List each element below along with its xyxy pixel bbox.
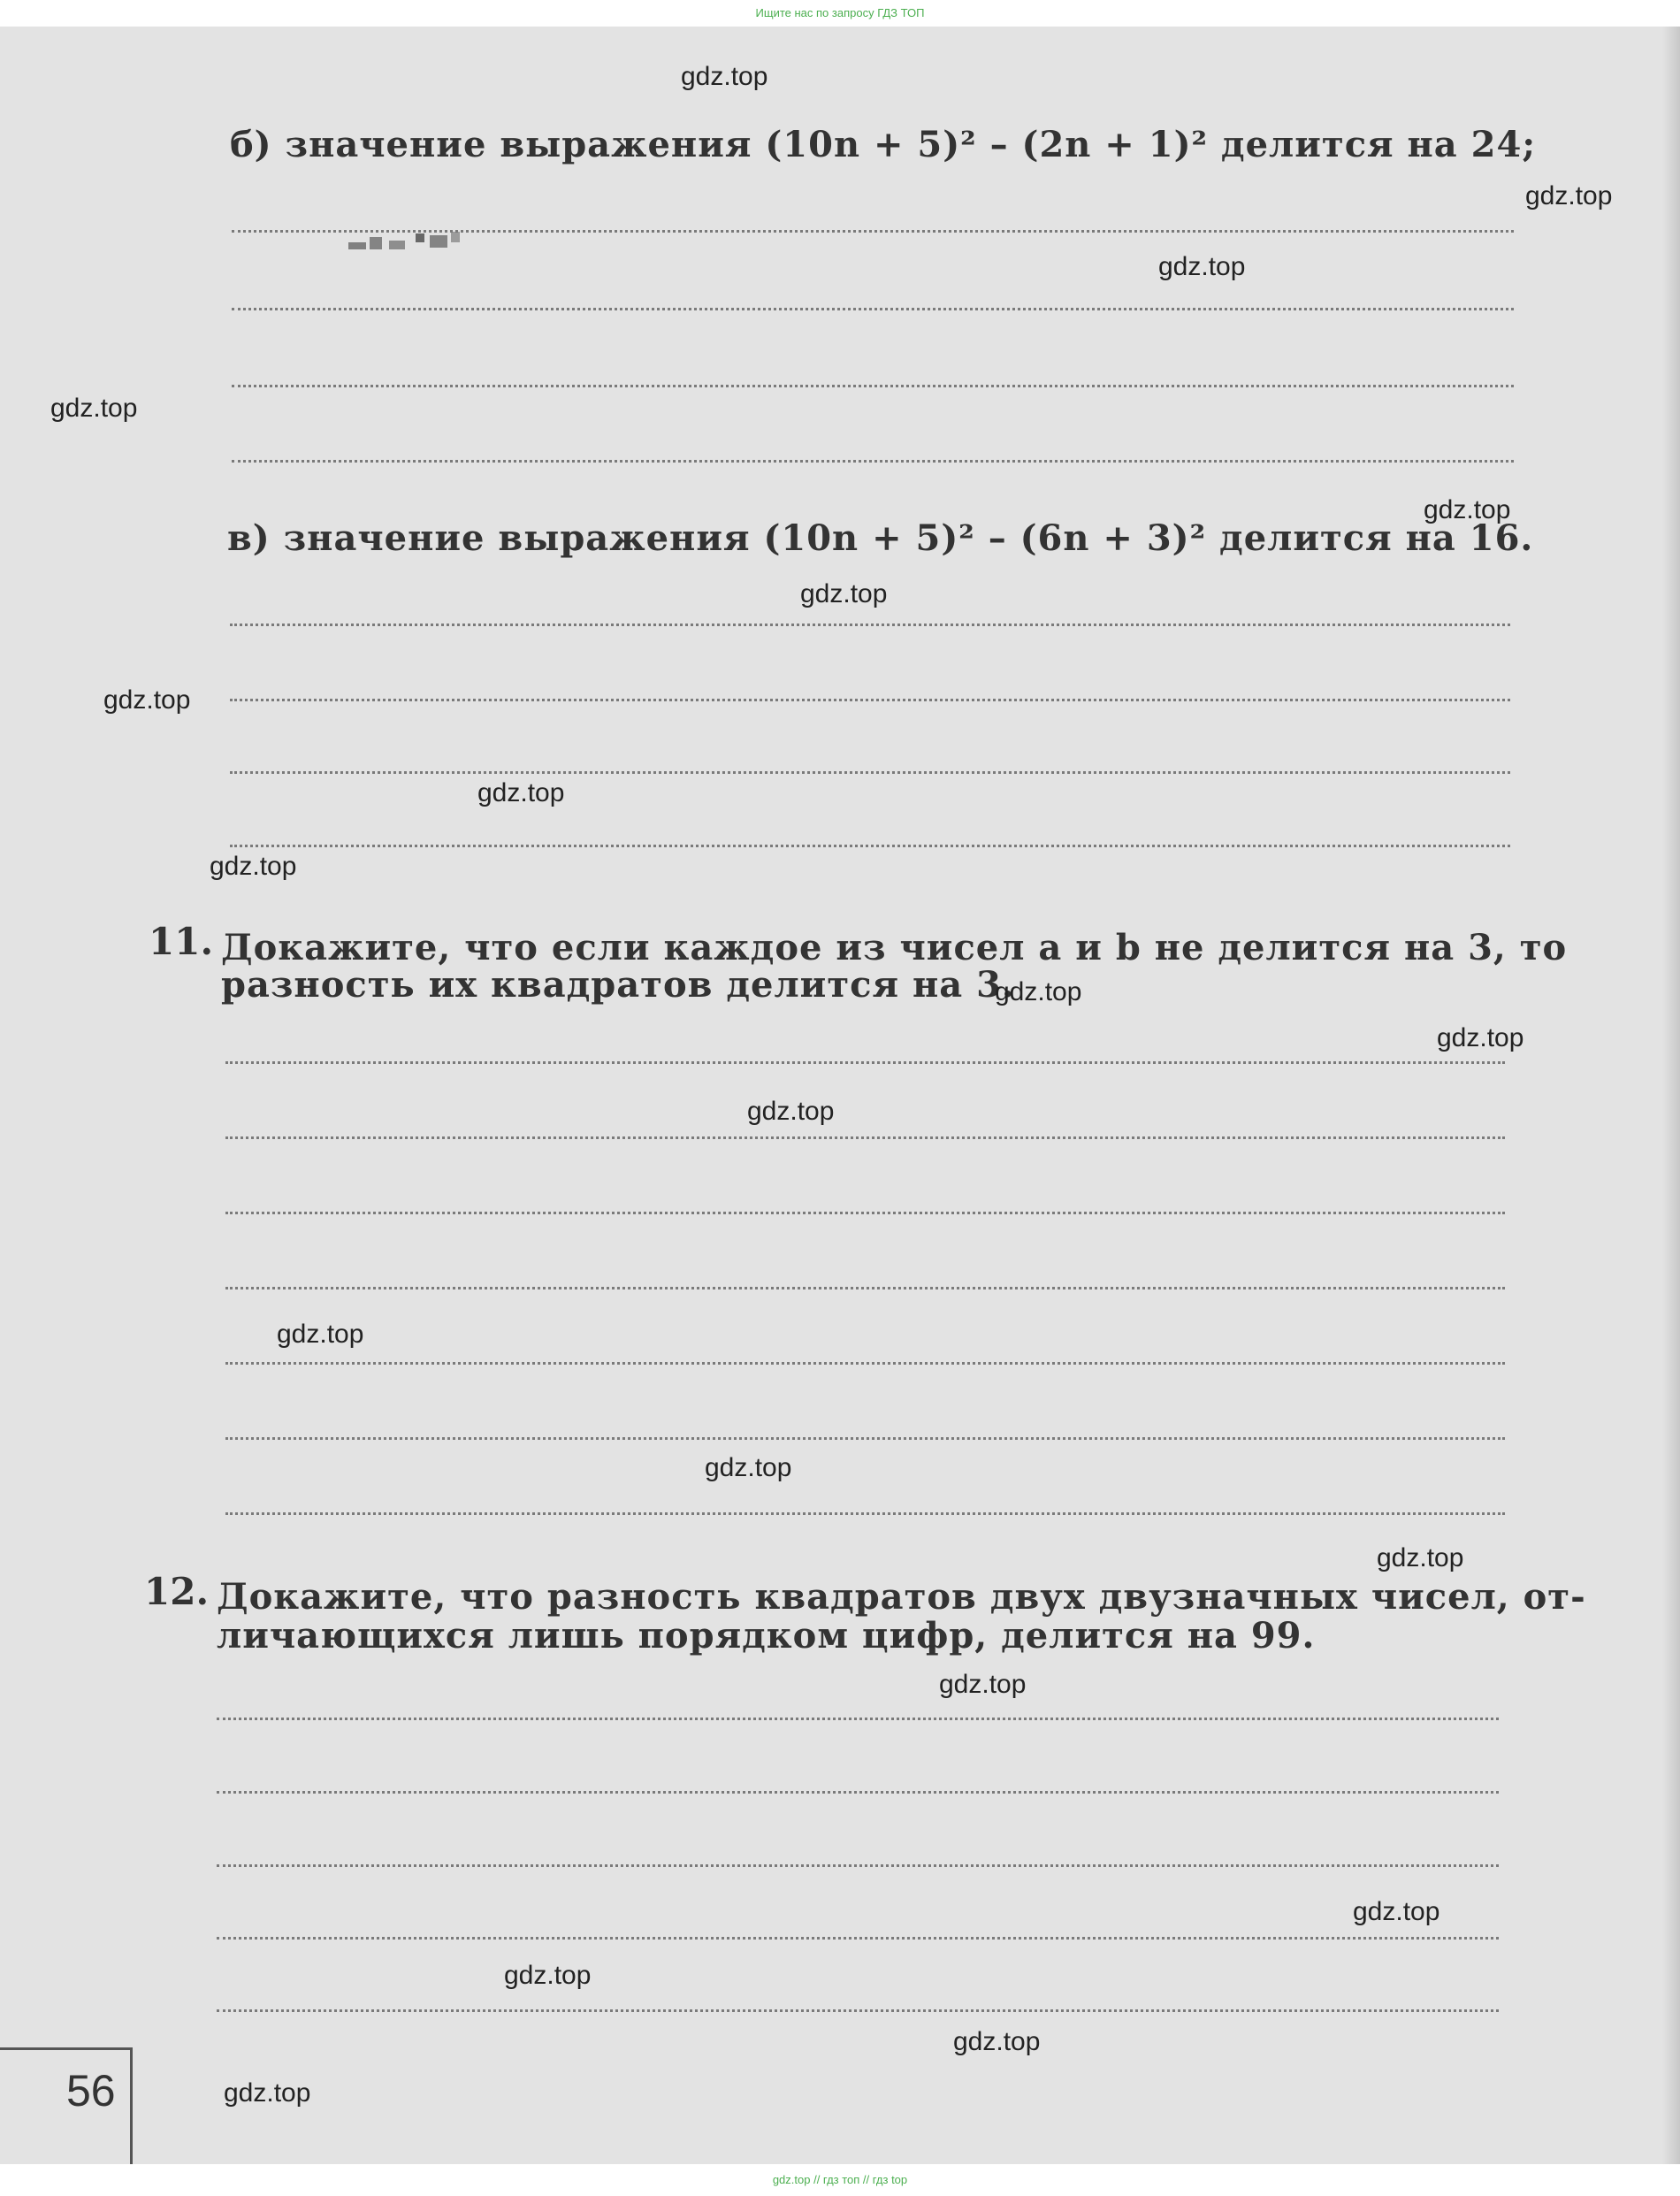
answer-line[interactable] [232,308,1514,310]
watermark: gdz.top [210,852,297,881]
page-edge-shadow [1662,27,1680,2164]
task-11-line-2: разность их квадратов делится на 3. [221,964,1015,1006]
answer-line[interactable] [225,1212,1505,1214]
watermark: gdz.top [681,62,768,91]
task-b-text [230,124,1536,165]
answer-line[interactable] [217,1718,1499,1720]
answer-line[interactable] [230,845,1510,847]
watermark: gdz.top [800,579,888,608]
task-v-body: значение выражения (10n + 5)² – (6n + 3)² делится на 16. [283,517,1534,559]
answer-line[interactable] [230,771,1510,774]
watermark: gdz.top [103,685,191,715]
watermark: gdz.top [477,778,565,807]
answer-line[interactable] [217,1864,1499,1867]
watermark: gdz.top [504,1961,592,1990]
answer-line[interactable] [230,699,1510,701]
answer-line[interactable] [225,1061,1505,1064]
task-12-number: 12. [144,1570,210,1613]
answer-line[interactable] [225,1362,1505,1365]
answer-line[interactable] [232,230,1514,233]
task-v-text [227,517,1533,559]
answer-line[interactable] [217,1937,1499,1940]
workbook-page [0,27,1680,2164]
ink-smudge [345,230,477,256]
task-b-label: б) [230,124,272,165]
task-11-line-1: Докажите, что если каждое из чисел a и b не делится на 3, то [221,927,1568,968]
answer-line[interactable] [230,624,1510,626]
watermark: gdz.top [953,2027,1041,2056]
watermark: gdz.top [939,1670,1027,1699]
task-12-line-2: личающихся лишь порядком цифр, делится на 99. [217,1615,1316,1657]
task-11-number: 11. [149,920,214,963]
watermark: gdz.top [747,1097,835,1126]
answer-line[interactable] [225,1437,1505,1440]
watermark: gdz.top [1437,1023,1524,1052]
watermark: gdz.top [705,1453,792,1482]
task-b-body: значение выражения (10n + 5)² – (2n + 1)² делится на 24; [285,124,1537,165]
watermark: gdz.top [995,977,1082,1006]
answer-line[interactable] [225,1136,1505,1139]
top-banner: Ищите нас по запросу ГДЗ ТОП [0,0,1680,27]
answer-line[interactable] [232,385,1514,387]
page-number: 56 [66,2066,116,2116]
answer-line[interactable] [217,1791,1499,1794]
answer-line[interactable] [225,1287,1505,1289]
task-v-label: в) [227,517,271,559]
watermark: gdz.top [277,1320,364,1349]
watermark: gdz.top [50,394,138,423]
task-12-line-1: Докажите, что разность квадратов двух двузначных чисел, от- [217,1576,1586,1618]
bottom-banner: gdz.top // гдз топ // гдз top [0,2164,1680,2196]
watermark: gdz.top [1353,1897,1440,1926]
watermark: gdz.top [224,2078,311,2108]
answer-line[interactable] [225,1512,1505,1515]
watermark: gdz.top [1424,495,1511,524]
answer-line[interactable] [217,2009,1499,2012]
answer-line[interactable] [232,460,1514,463]
watermark: gdz.top [1377,1543,1464,1572]
watermark: gdz.top [1158,252,1246,281]
watermark: gdz.top [1525,181,1613,210]
